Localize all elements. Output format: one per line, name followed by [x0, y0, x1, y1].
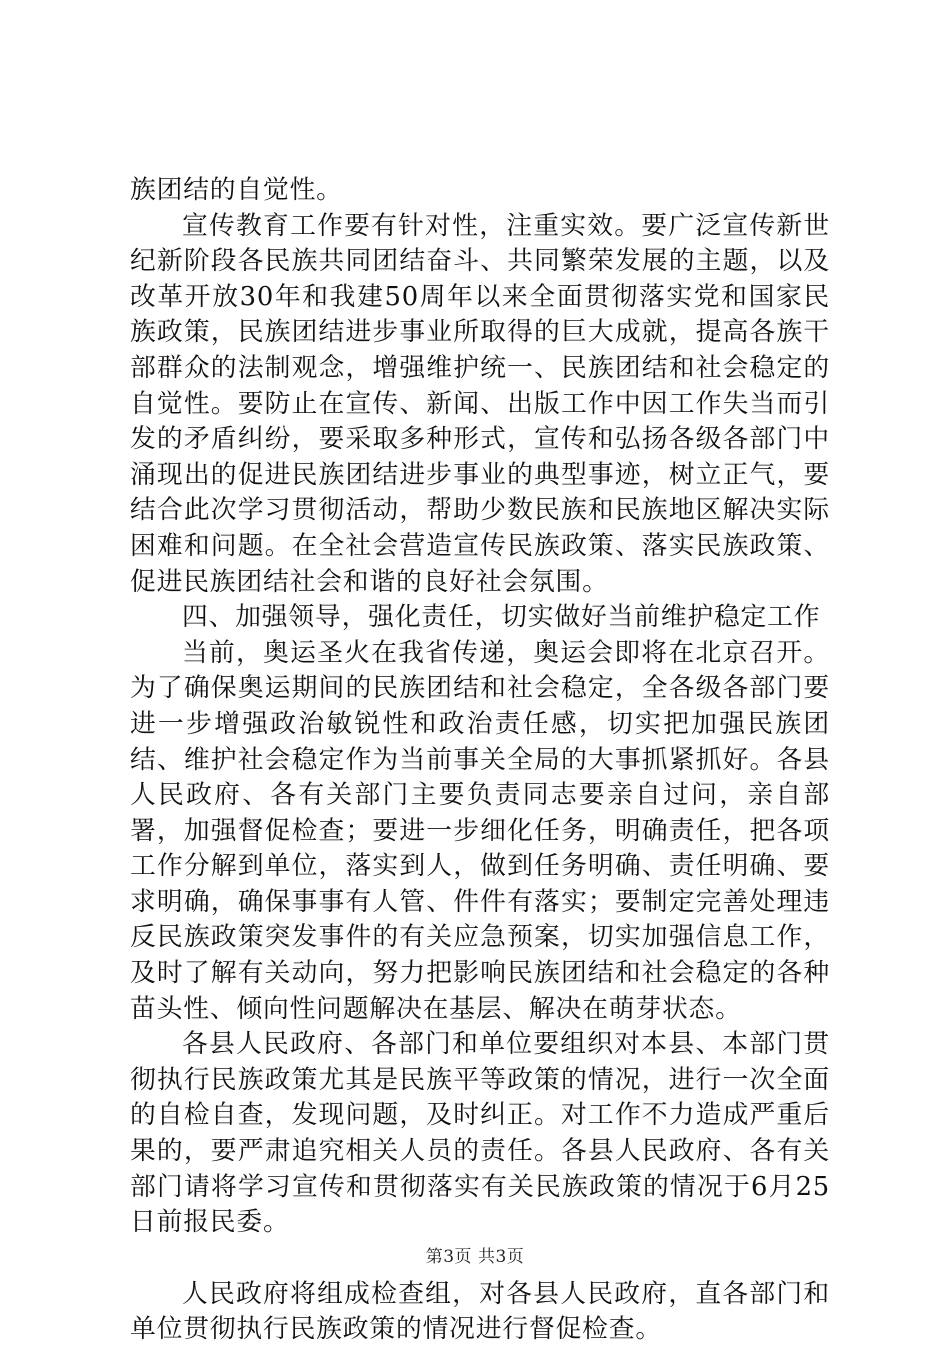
paragraph-continuation: 族团结的自觉性。 — [130, 175, 343, 205]
paragraph-olympics-stability: 当前，奥运圣火在我省传递，奥运会即将在北京召开。为了确保奥运期间的民族团结和社会稳定，全各级各部门要进一步增强政治敏锐性和政治责任感，切实把加强民族团结、维护社会稳定作为当前事关全局的大事抓紧抓好。各县人民政府、各有关部门主要负责同志要亲自过问，亲自部署，加强督促检查；要进一步细化任务，明确责任，把各项工作分解到单位，落实到人，做到任务明确、责任明确、要求明确，确保事事有人管、件件有落实；要制定完善处理违反民族政策突发事件的有关应急预案，切实加强信息工作，及时了解有关动向，努力把影响民族团结和社会稳定的各种苗头性、倾向性问题解决在基层、解决在萌芽状态。 — [130, 637, 830, 1024]
page-number-label: 第3页 共3页 — [425, 1247, 525, 1267]
paragraph-self-inspection: 各县人民政府、各部门和单位要组织对本县、本部门贯彻执行民族政策尤其是民族平等政策的情况，进行一次全面的自检自查，发现问题，及时纠正。对工作不力造成严重后果的，要严肃追究相关人员的责任。各县人民政府、各有关部门请将学习宣传和贯彻落实有关民族政策的情况于6月25日前报民委。 — [130, 1029, 830, 1238]
page-footer — [0, 1242, 950, 1267]
paragraph-inspection-team: 人民政府将组成检查组，对各县人民政府，直各部门和单位贯彻执行民族政策的情况进行督促检查。 — [130, 1278, 830, 1345]
document-body — [130, 173, 830, 1348]
section-heading-four: 四、加强领导，强化责任，切实做好当前维护稳定工作 — [182, 602, 821, 633]
paragraph-publicity-education: 宣传教育工作要有针对性，注重实效。要广泛宣传新世纪新阶段各民族共同团结奋斗、共同繁荣发展的主题，以及改革开放30年和我建50周年以来全面贯彻落实党和国家民族政策，民族团结进步事业所取得的巨大成就，提高各族干部群众的法制观念，增强维护统一、民族团结和社会稳定的自觉性。要防止在宣传、新闻、出版工作中因工作失当而引发的矛盾纠纷，要采取多种形式，宣传和弘扬各级各部门中涌现出的促进民族团结进步事业的典型事迹，树立正气，要结合此次学习贯彻活动，帮助少数民族和民族地区解决实际困难和问题。在全社会营造宣传民族政策、落实民族政策、促进民族团结社会和谐的良好社会氛围。 — [130, 210, 830, 597]
